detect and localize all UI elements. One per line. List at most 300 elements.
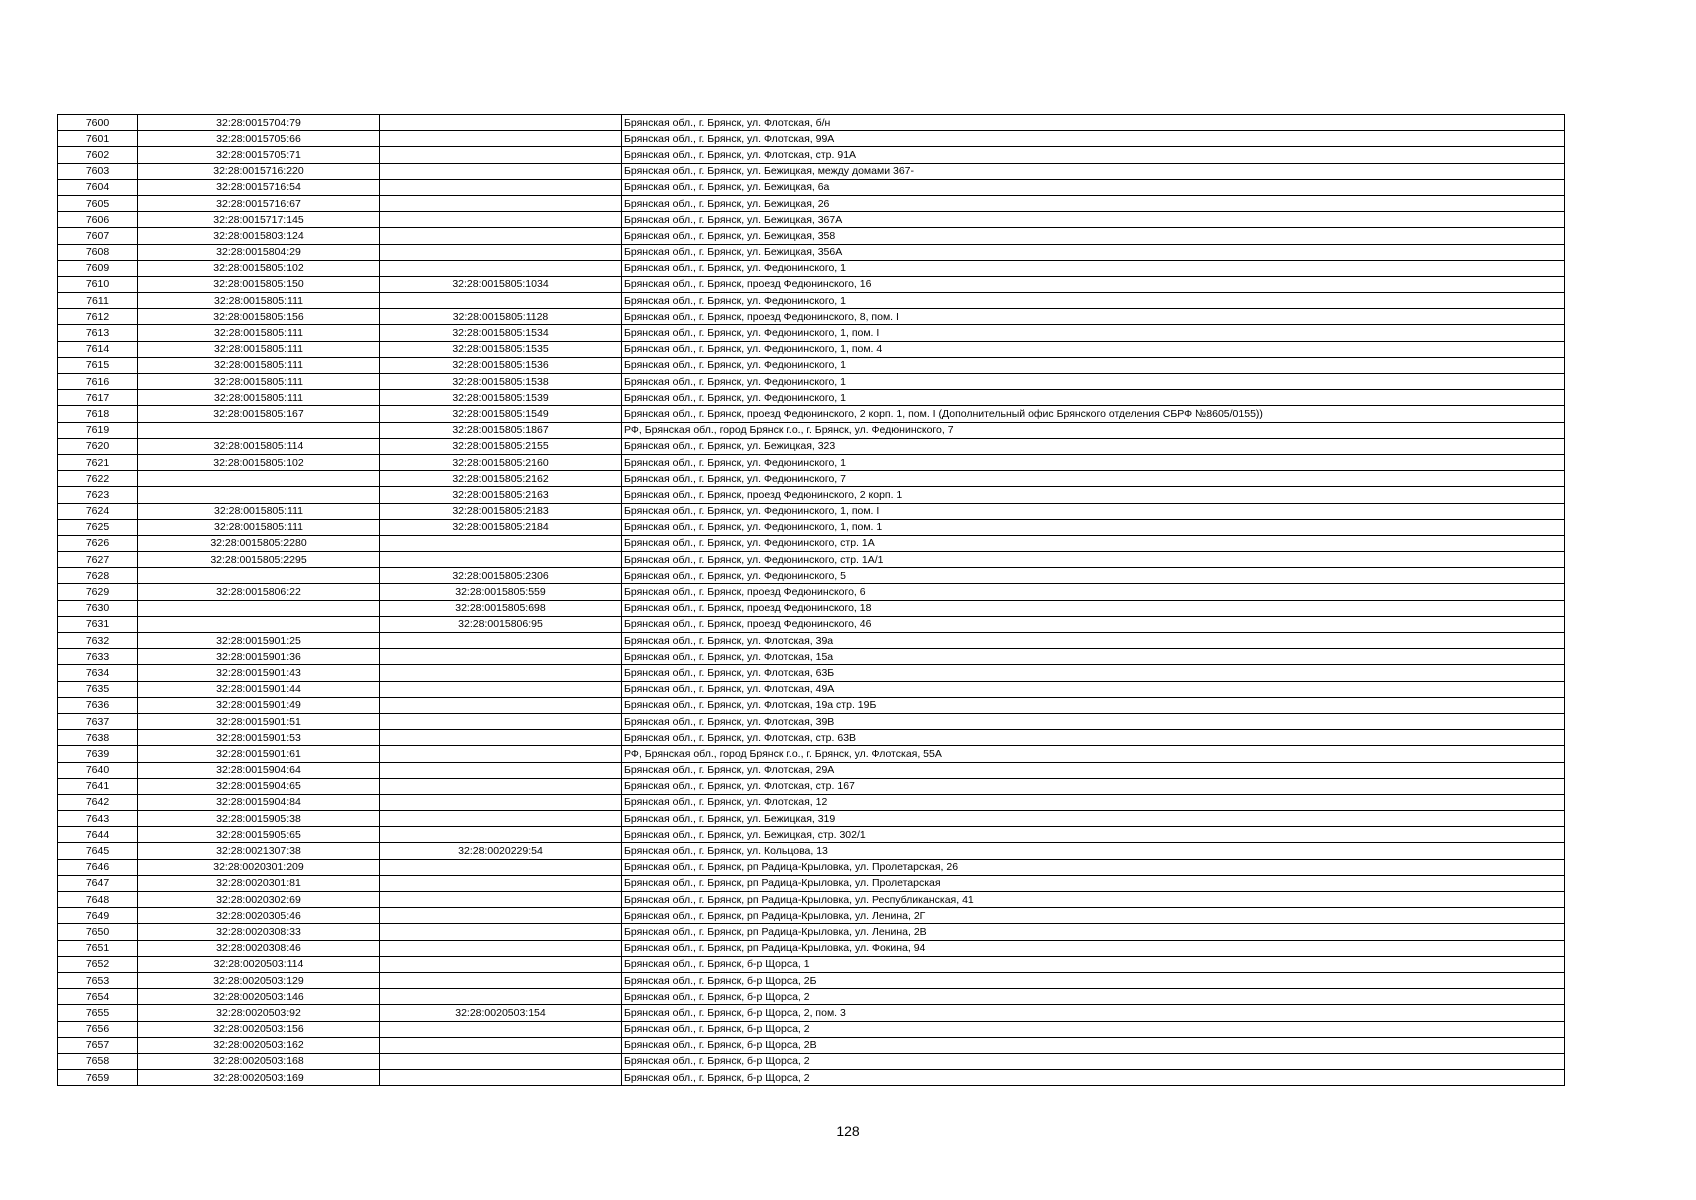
cadastral-number-cell: 32:28:0015805:111 bbox=[138, 293, 380, 309]
table-row bbox=[58, 924, 1565, 940]
row-number-cell: 7637 bbox=[58, 713, 138, 729]
address-cell: Брянская обл., г. Брянск, ул. Федюнинского, 1, пом. I bbox=[622, 325, 1565, 341]
object-cadastral-number-cell: 32:28:0015805:2162 bbox=[380, 471, 622, 487]
row-number-cell: 7605 bbox=[58, 195, 138, 211]
address-cell: Брянская обл., г. Брянск, ул. Кольцова, 13 bbox=[622, 843, 1565, 859]
cadastral-number-cell: 32:28:0015805:2295 bbox=[138, 552, 380, 568]
object-cadastral-number-cell bbox=[380, 293, 622, 309]
address-cell: Брянская обл., г. Брянск, ул. Федюнинского, 5 bbox=[622, 568, 1565, 584]
address-cell: Брянская обл., г. Брянск, ул. Федюнинского, стр. 1А bbox=[622, 535, 1565, 551]
cadastral-number-cell: 32:28:0015805:167 bbox=[138, 406, 380, 422]
cadastral-number-cell bbox=[138, 616, 380, 632]
address-cell: Брянская обл., г. Брянск, проезд Федюнинского, 18 bbox=[622, 600, 1565, 616]
address-cell: Брянская обл., г. Брянск, ул. Бежицкая, 358 bbox=[622, 228, 1565, 244]
cadastral-number-cell: 32:28:0015905:38 bbox=[138, 811, 380, 827]
row-number-cell: 7612 bbox=[58, 309, 138, 325]
row-number-cell: 7632 bbox=[58, 633, 138, 649]
table-row bbox=[58, 568, 1565, 584]
table-row bbox=[58, 325, 1565, 341]
object-cadastral-number-cell bbox=[380, 1021, 622, 1037]
cadastral-number-cell: 32:28:0015805:111 bbox=[138, 390, 380, 406]
table-row bbox=[58, 633, 1565, 649]
row-number-cell: 7601 bbox=[58, 131, 138, 147]
address-cell: Брянская обл., г. Брянск, проезд Федюнинского, 16 bbox=[622, 276, 1565, 292]
row-number-cell: 7644 bbox=[58, 827, 138, 843]
address-cell: Брянская обл., г. Брянск, рп Радица-Крыловка, ул. Пролетарская, 26 bbox=[622, 859, 1565, 875]
object-cadastral-number-cell: 32:28:0015805:2160 bbox=[380, 454, 622, 470]
table-row bbox=[58, 487, 1565, 503]
cadastral-number-cell: 32:28:0015805:111 bbox=[138, 325, 380, 341]
row-number-cell: 7652 bbox=[58, 956, 138, 972]
address-cell: Брянская обл., г. Брянск, б-р Щорса, 1 bbox=[622, 956, 1565, 972]
row-number-cell: 7633 bbox=[58, 649, 138, 665]
row-number-cell: 7622 bbox=[58, 471, 138, 487]
object-cadastral-number-cell bbox=[380, 713, 622, 729]
table-row bbox=[58, 1070, 1565, 1086]
row-number-cell: 7638 bbox=[58, 730, 138, 746]
object-cadastral-number-cell bbox=[380, 131, 622, 147]
table-row bbox=[58, 616, 1565, 632]
row-number-cell: 7656 bbox=[58, 1021, 138, 1037]
row-number-cell: 7658 bbox=[58, 1053, 138, 1069]
address-cell: Брянская обл., г. Брянск, б-р Щорса, 2 bbox=[622, 1070, 1565, 1086]
cadastral-number-cell: 32:28:0020308:46 bbox=[138, 940, 380, 956]
table-row bbox=[58, 260, 1565, 276]
table-row bbox=[58, 794, 1565, 810]
address-cell: Брянская обл., г. Брянск, ул. Флотская, 29А bbox=[622, 762, 1565, 778]
row-number-cell: 7657 bbox=[58, 1037, 138, 1053]
object-cadastral-number-cell bbox=[380, 875, 622, 891]
cadastral-number-cell: 32:28:0020503:146 bbox=[138, 989, 380, 1005]
table-row bbox=[58, 811, 1565, 827]
object-cadastral-number-cell bbox=[380, 147, 622, 163]
address-cell: Брянская обл., г. Брянск, ул. Флотская, 19а стр. 19Б bbox=[622, 697, 1565, 713]
address-cell: Брянская обл., г. Брянск, б-р Щорса, 2В bbox=[622, 1037, 1565, 1053]
object-cadastral-number-cell: 32:28:0015805:2183 bbox=[380, 503, 622, 519]
address-cell: Брянская обл., г. Брянск, ул. Бежицкая, между домами 367- bbox=[622, 163, 1565, 179]
address-cell: Брянская обл., г. Брянск, ул. Флотская, 12 bbox=[622, 794, 1565, 810]
table-row bbox=[58, 293, 1565, 309]
cadastral-number-cell: 32:28:0015705:71 bbox=[138, 147, 380, 163]
cadastral-number-cell: 32:28:0015806:22 bbox=[138, 584, 380, 600]
address-cell: Брянская обл., г. Брянск, ул. Федюнинского, 1, пом. I bbox=[622, 503, 1565, 519]
table-row bbox=[58, 989, 1565, 1005]
object-cadastral-number-cell: 32:28:0015805:1535 bbox=[380, 341, 622, 357]
address-cell: Брянская обл., г. Брянск, проезд Федюнинского, 2 корп. 1, пом. I (Дополнительный офис Брянского отделения СБРФ №8605/0155)) bbox=[622, 406, 1565, 422]
address-cell: Брянская обл., г. Брянск, ул. Бежицкая, 323 bbox=[622, 438, 1565, 454]
object-cadastral-number-cell: 32:28:0015805:2306 bbox=[380, 568, 622, 584]
cadastral-number-cell: 32:28:0015901:36 bbox=[138, 649, 380, 665]
object-cadastral-number-cell: 32:28:0015805:2184 bbox=[380, 519, 622, 535]
address-cell: Брянская обл., г. Брянск, ул. Федюнинского, 1 bbox=[622, 260, 1565, 276]
object-cadastral-number-cell bbox=[380, 730, 622, 746]
page-number: 128 bbox=[836, 1123, 860, 1139]
object-cadastral-number-cell: 32:28:0015805:2163 bbox=[380, 487, 622, 503]
row-number-cell: 7617 bbox=[58, 390, 138, 406]
object-cadastral-number-cell bbox=[380, 179, 622, 195]
object-cadastral-number-cell: 32:28:0015805:1536 bbox=[380, 357, 622, 373]
row-number-cell: 7653 bbox=[58, 972, 138, 988]
row-number-cell: 7647 bbox=[58, 875, 138, 891]
row-number-cell: 7621 bbox=[58, 454, 138, 470]
cadastral-number-cell: 32:28:0015901:49 bbox=[138, 697, 380, 713]
table-row bbox=[58, 454, 1565, 470]
cadastral-number-cell: 32:28:0015805:156 bbox=[138, 309, 380, 325]
address-cell: Брянская обл., г. Брянск, проезд Федюнинского, 8, пом. I bbox=[622, 309, 1565, 325]
table-row bbox=[58, 309, 1565, 325]
row-number-cell: 7602 bbox=[58, 147, 138, 163]
object-cadastral-number-cell bbox=[380, 649, 622, 665]
address-cell: Брянская обл., г. Брянск, ул. Бежицкая, 26 bbox=[622, 195, 1565, 211]
row-number-cell: 7627 bbox=[58, 552, 138, 568]
row-number-cell: 7635 bbox=[58, 681, 138, 697]
table-row bbox=[58, 115, 1565, 131]
cadastral-number-cell: 32:28:0015704:79 bbox=[138, 115, 380, 131]
table-row bbox=[58, 713, 1565, 729]
cadastral-number-cell: 32:28:0020503:169 bbox=[138, 1070, 380, 1086]
row-number-cell: 7623 bbox=[58, 487, 138, 503]
registry-table-body bbox=[58, 115, 1565, 1086]
address-cell: Брянская обл., г. Брянск, ул. Федюнинского, 1 bbox=[622, 454, 1565, 470]
address-cell: Брянская обл., г. Брянск, ул. Федюнинского, 1 bbox=[622, 374, 1565, 390]
address-cell: Брянская обл., г. Брянск, ул. Бежицкая, 356А bbox=[622, 244, 1565, 260]
row-number-cell: 7648 bbox=[58, 892, 138, 908]
table-row bbox=[58, 535, 1565, 551]
table-row bbox=[58, 827, 1565, 843]
table-row bbox=[58, 341, 1565, 357]
table-row bbox=[58, 422, 1565, 438]
object-cadastral-number-cell bbox=[380, 244, 622, 260]
row-number-cell: 7636 bbox=[58, 697, 138, 713]
cadastral-number-cell: 32:28:0015803:124 bbox=[138, 228, 380, 244]
table-row bbox=[58, 746, 1565, 762]
cadastral-number-cell bbox=[138, 422, 380, 438]
table-row bbox=[58, 908, 1565, 924]
address-cell: Брянская обл., г. Брянск, ул. Флотская, 39В bbox=[622, 713, 1565, 729]
object-cadastral-number-cell bbox=[380, 633, 622, 649]
cadastral-number-cell: 32:28:0021307:38 bbox=[138, 843, 380, 859]
table-row bbox=[58, 131, 1565, 147]
table-row bbox=[58, 471, 1565, 487]
cadastral-number-cell: 32:28:0015901:25 bbox=[138, 633, 380, 649]
object-cadastral-number-cell: 32:28:0015805:1538 bbox=[380, 374, 622, 390]
address-cell: Брянская обл., г. Брянск, рп Радица-Крыловка, ул. Ленина, 2В bbox=[622, 924, 1565, 940]
address-cell: Брянская обл., г. Брянск, ул. Федюнинского, 1, пом. 1 bbox=[622, 519, 1565, 535]
registry-table bbox=[57, 114, 1565, 1086]
row-number-cell: 7631 bbox=[58, 616, 138, 632]
cadastral-number-cell: 32:28:0015805:111 bbox=[138, 519, 380, 535]
table-row bbox=[58, 762, 1565, 778]
table-row bbox=[58, 1021, 1565, 1037]
object-cadastral-number-cell: 32:28:0015805:2155 bbox=[380, 438, 622, 454]
cadastral-number-cell: 32:28:0020503:114 bbox=[138, 956, 380, 972]
row-number-cell: 7659 bbox=[58, 1070, 138, 1086]
row-number-cell: 7640 bbox=[58, 762, 138, 778]
object-cadastral-number-cell: 32:28:0015805:698 bbox=[380, 600, 622, 616]
table-row bbox=[58, 374, 1565, 390]
table-row bbox=[58, 600, 1565, 616]
cadastral-number-cell: 32:28:0015905:65 bbox=[138, 827, 380, 843]
cadastral-number-cell: 32:28:0015717:145 bbox=[138, 212, 380, 228]
cadastral-number-cell: 32:28:0020503:92 bbox=[138, 1005, 380, 1021]
object-cadastral-number-cell bbox=[380, 989, 622, 1005]
address-cell: Брянская обл., г. Брянск, ул. Федюнинского, стр. 1А/1 bbox=[622, 552, 1565, 568]
cadastral-number-cell: 32:28:0015716:54 bbox=[138, 179, 380, 195]
table-row bbox=[58, 892, 1565, 908]
address-cell: Брянская обл., г. Брянск, ул. Флотская, 15а bbox=[622, 649, 1565, 665]
cadastral-number-cell: 32:28:0015716:220 bbox=[138, 163, 380, 179]
object-cadastral-number-cell: 32:28:0020503:154 bbox=[380, 1005, 622, 1021]
table-row bbox=[58, 244, 1565, 260]
cadastral-number-cell: 32:28:0015805:111 bbox=[138, 357, 380, 373]
address-cell: Брянская обл., г. Брянск, ул. Федюнинского, 1 bbox=[622, 293, 1565, 309]
object-cadastral-number-cell bbox=[380, 552, 622, 568]
row-number-cell: 7607 bbox=[58, 228, 138, 244]
object-cadastral-number-cell: 32:28:0015806:95 bbox=[380, 616, 622, 632]
object-cadastral-number-cell bbox=[380, 811, 622, 827]
address-cell: РФ, Брянская обл., город Брянск г.о., г. Брянск, ул. Федюнинского, 7 bbox=[622, 422, 1565, 438]
table-row bbox=[58, 584, 1565, 600]
object-cadastral-number-cell: 32:28:0015805:1867 bbox=[380, 422, 622, 438]
table-row bbox=[58, 875, 1565, 891]
address-cell: Брянская обл., г. Брянск, рп Радица-Крыловка, ул. Ленина, 2Г bbox=[622, 908, 1565, 924]
object-cadastral-number-cell: 32:28:0020229:54 bbox=[380, 843, 622, 859]
table-row bbox=[58, 649, 1565, 665]
object-cadastral-number-cell bbox=[380, 665, 622, 681]
cadastral-number-cell: 32:28:0020305:46 bbox=[138, 908, 380, 924]
address-cell: Брянская обл., г. Брянск, ул. Бежицкая, 319 bbox=[622, 811, 1565, 827]
object-cadastral-number-cell bbox=[380, 908, 622, 924]
object-cadastral-number-cell bbox=[380, 681, 622, 697]
cadastral-number-cell: 32:28:0015805:111 bbox=[138, 503, 380, 519]
address-cell: Брянская обл., г. Брянск, б-р Щорса, 2Б bbox=[622, 972, 1565, 988]
address-cell: Брянская обл., г. Брянск, ул. Федюнинского, 7 bbox=[622, 471, 1565, 487]
cadastral-number-cell: 32:28:0020503:168 bbox=[138, 1053, 380, 1069]
table-row bbox=[58, 1053, 1565, 1069]
row-number-cell: 7643 bbox=[58, 811, 138, 827]
table-row bbox=[58, 956, 1565, 972]
cadastral-number-cell: 32:28:0020503:162 bbox=[138, 1037, 380, 1053]
row-number-cell: 7629 bbox=[58, 584, 138, 600]
row-number-cell: 7614 bbox=[58, 341, 138, 357]
address-cell: Брянская обл., г. Брянск, ул. Бежицкая, стр. 302/1 bbox=[622, 827, 1565, 843]
address-cell: Брянская обл., г. Брянск, проезд Федюнинского, 2 корп. 1 bbox=[622, 487, 1565, 503]
cadastral-number-cell: 32:28:0015904:84 bbox=[138, 794, 380, 810]
row-number-cell: 7628 bbox=[58, 568, 138, 584]
row-number-cell: 7642 bbox=[58, 794, 138, 810]
object-cadastral-number-cell: 32:28:0015805:1539 bbox=[380, 390, 622, 406]
object-cadastral-number-cell bbox=[380, 794, 622, 810]
address-cell: РФ, Брянская обл., город Брянск г.о., г. Брянск, ул. Флотская, 55А bbox=[622, 746, 1565, 762]
cadastral-number-cell: 32:28:0020503:156 bbox=[138, 1021, 380, 1037]
cadastral-number-cell: 32:28:0015805:111 bbox=[138, 341, 380, 357]
table-row bbox=[58, 212, 1565, 228]
object-cadastral-number-cell: 32:28:0015805:1549 bbox=[380, 406, 622, 422]
cadastral-number-cell: 32:28:0020308:33 bbox=[138, 924, 380, 940]
cadastral-number-cell: 32:28:0015805:102 bbox=[138, 454, 380, 470]
table-row bbox=[58, 195, 1565, 211]
row-number-cell: 7639 bbox=[58, 746, 138, 762]
table-row bbox=[58, 972, 1565, 988]
table-row bbox=[58, 228, 1565, 244]
object-cadastral-number-cell bbox=[380, 1037, 622, 1053]
object-cadastral-number-cell bbox=[380, 163, 622, 179]
table-row bbox=[58, 503, 1565, 519]
table-row bbox=[58, 681, 1565, 697]
row-number-cell: 7618 bbox=[58, 406, 138, 422]
row-number-cell: 7650 bbox=[58, 924, 138, 940]
table-row bbox=[58, 697, 1565, 713]
cadastral-number-cell: 32:28:0015901:53 bbox=[138, 730, 380, 746]
row-number-cell: 7634 bbox=[58, 665, 138, 681]
row-number-cell: 7626 bbox=[58, 535, 138, 551]
table-row bbox=[58, 552, 1565, 568]
object-cadastral-number-cell bbox=[380, 535, 622, 551]
address-cell: Брянская обл., г. Брянск, ул. Федюнинского, 1, пом. 4 bbox=[622, 341, 1565, 357]
cadastral-number-cell bbox=[138, 471, 380, 487]
row-number-cell: 7619 bbox=[58, 422, 138, 438]
row-number-cell: 7613 bbox=[58, 325, 138, 341]
cadastral-number-cell: 32:28:0015805:150 bbox=[138, 276, 380, 292]
cadastral-number-cell: 32:28:0020301:81 bbox=[138, 875, 380, 891]
row-number-cell: 7651 bbox=[58, 940, 138, 956]
table-row bbox=[58, 276, 1565, 292]
address-cell: Брянская обл., г. Брянск, б-р Щорса, 2, пом. 3 bbox=[622, 1005, 1565, 1021]
object-cadastral-number-cell bbox=[380, 892, 622, 908]
cadastral-number-cell: 32:28:0015901:51 bbox=[138, 713, 380, 729]
address-cell: Брянская обл., г. Брянск, ул. Бежицкая, 6а bbox=[622, 179, 1565, 195]
table-row bbox=[58, 519, 1565, 535]
cadastral-number-cell: 32:28:0015901:44 bbox=[138, 681, 380, 697]
cadastral-number-cell: 32:28:0015904:64 bbox=[138, 762, 380, 778]
row-number-cell: 7630 bbox=[58, 600, 138, 616]
table-row bbox=[58, 1005, 1565, 1021]
table-row bbox=[58, 665, 1565, 681]
object-cadastral-number-cell bbox=[380, 746, 622, 762]
row-number-cell: 7646 bbox=[58, 859, 138, 875]
table-row bbox=[58, 940, 1565, 956]
cadastral-number-cell bbox=[138, 568, 380, 584]
address-cell: Брянская обл., г. Брянск, ул. Флотская, стр. 167 bbox=[622, 778, 1565, 794]
object-cadastral-number-cell bbox=[380, 697, 622, 713]
object-cadastral-number-cell bbox=[380, 260, 622, 276]
address-cell: Брянская обл., г. Брянск, ул. Федюнинского, 1 bbox=[622, 390, 1565, 406]
object-cadastral-number-cell: 32:28:0015805:1034 bbox=[380, 276, 622, 292]
cadastral-number-cell bbox=[138, 600, 380, 616]
address-cell: Брянская обл., г. Брянск, б-р Щорса, 2 bbox=[622, 989, 1565, 1005]
object-cadastral-number-cell: 32:28:0015805:1534 bbox=[380, 325, 622, 341]
table-row bbox=[58, 147, 1565, 163]
cadastral-number-cell: 32:28:0015901:61 bbox=[138, 746, 380, 762]
row-number-cell: 7625 bbox=[58, 519, 138, 535]
object-cadastral-number-cell bbox=[380, 972, 622, 988]
object-cadastral-number-cell: 32:28:0015805:1128 bbox=[380, 309, 622, 325]
table-row bbox=[58, 778, 1565, 794]
address-cell: Брянская обл., г. Брянск, рп Радица-Крыловка, ул. Республиканская, 41 bbox=[622, 892, 1565, 908]
object-cadastral-number-cell bbox=[380, 762, 622, 778]
object-cadastral-number-cell bbox=[380, 827, 622, 843]
table-row bbox=[58, 1037, 1565, 1053]
cadastral-number-cell: 32:28:0020503:129 bbox=[138, 972, 380, 988]
object-cadastral-number-cell bbox=[380, 924, 622, 940]
cadastral-number-cell: 32:28:0020302:69 bbox=[138, 892, 380, 908]
address-cell: Брянская обл., г. Брянск, ул. Флотская, 63Б bbox=[622, 665, 1565, 681]
address-cell: Брянская обл., г. Брянск, ул. Флотская, стр. 63В bbox=[622, 730, 1565, 746]
cadastral-number-cell: 32:28:0015705:66 bbox=[138, 131, 380, 147]
object-cadastral-number-cell bbox=[380, 1070, 622, 1086]
table-row bbox=[58, 730, 1565, 746]
row-number-cell: 7600 bbox=[58, 115, 138, 131]
address-cell: Брянская обл., г. Брянск, ул. Флотская, 49А bbox=[622, 681, 1565, 697]
row-number-cell: 7645 bbox=[58, 843, 138, 859]
address-cell: Брянская обл., г. Брянск, ул. Флотская, б/н bbox=[622, 115, 1565, 131]
object-cadastral-number-cell bbox=[380, 778, 622, 794]
object-cadastral-number-cell: 32:28:0015805:559 bbox=[380, 584, 622, 600]
row-number-cell: 7616 bbox=[58, 374, 138, 390]
table-row bbox=[58, 438, 1565, 454]
address-cell: Брянская обл., г. Брянск, ул. Флотская, 99А bbox=[622, 131, 1565, 147]
address-cell: Брянская обл., г. Брянск, б-р Щорса, 2 bbox=[622, 1021, 1565, 1037]
object-cadastral-number-cell bbox=[380, 115, 622, 131]
row-number-cell: 7604 bbox=[58, 179, 138, 195]
cadastral-number-cell: 32:28:0015716:67 bbox=[138, 195, 380, 211]
address-cell: Брянская обл., г. Брянск, ул. Федюнинского, 1 bbox=[622, 357, 1565, 373]
cadastral-number-cell: 32:28:0015805:111 bbox=[138, 374, 380, 390]
address-cell: Брянская обл., г. Брянск, проезд Федюнинского, 6 bbox=[622, 584, 1565, 600]
cadastral-number-cell: 32:28:0020301:209 bbox=[138, 859, 380, 875]
row-number-cell: 7611 bbox=[58, 293, 138, 309]
address-cell: Брянская обл., г. Брянск, рп Радица-Крыловка, ул. Фокина, 94 bbox=[622, 940, 1565, 956]
cadastral-number-cell: 32:28:0015804:29 bbox=[138, 244, 380, 260]
address-cell: Брянская обл., г. Брянск, ул. Флотская, 39а bbox=[622, 633, 1565, 649]
table-row bbox=[58, 163, 1565, 179]
row-number-cell: 7606 bbox=[58, 212, 138, 228]
cadastral-number-cell bbox=[138, 487, 380, 503]
row-number-cell: 7655 bbox=[58, 1005, 138, 1021]
table-row bbox=[58, 406, 1565, 422]
object-cadastral-number-cell bbox=[380, 212, 622, 228]
object-cadastral-number-cell bbox=[380, 1053, 622, 1069]
cadastral-number-cell: 32:28:0015901:43 bbox=[138, 665, 380, 681]
row-number-cell: 7654 bbox=[58, 989, 138, 1005]
row-number-cell: 7610 bbox=[58, 276, 138, 292]
object-cadastral-number-cell bbox=[380, 940, 622, 956]
row-number-cell: 7620 bbox=[58, 438, 138, 454]
object-cadastral-number-cell bbox=[380, 859, 622, 875]
cadastral-number-cell: 32:28:0015904:65 bbox=[138, 778, 380, 794]
object-cadastral-number-cell bbox=[380, 228, 622, 244]
row-number-cell: 7608 bbox=[58, 244, 138, 260]
table-row bbox=[58, 859, 1565, 875]
row-number-cell: 7609 bbox=[58, 260, 138, 276]
object-cadastral-number-cell bbox=[380, 956, 622, 972]
row-number-cell: 7624 bbox=[58, 503, 138, 519]
row-number-cell: 7649 bbox=[58, 908, 138, 924]
row-number-cell: 7603 bbox=[58, 163, 138, 179]
address-cell: Брянская обл., г. Брянск, ул. Бежицкая, 367А bbox=[622, 212, 1565, 228]
table-row bbox=[58, 357, 1565, 373]
object-cadastral-number-cell bbox=[380, 195, 622, 211]
row-number-cell: 7641 bbox=[58, 778, 138, 794]
table-row bbox=[58, 179, 1565, 195]
address-cell: Брянская обл., г. Брянск, проезд Федюнинского, 46 bbox=[622, 616, 1565, 632]
cadastral-number-cell: 32:28:0015805:102 bbox=[138, 260, 380, 276]
table-row bbox=[58, 390, 1565, 406]
address-cell: Брянская обл., г. Брянск, рп Радица-Крыловка, ул. Пролетарская bbox=[622, 875, 1565, 891]
cadastral-number-cell: 32:28:0015805:2280 bbox=[138, 535, 380, 551]
table-row bbox=[58, 843, 1565, 859]
row-number-cell: 7615 bbox=[58, 357, 138, 373]
